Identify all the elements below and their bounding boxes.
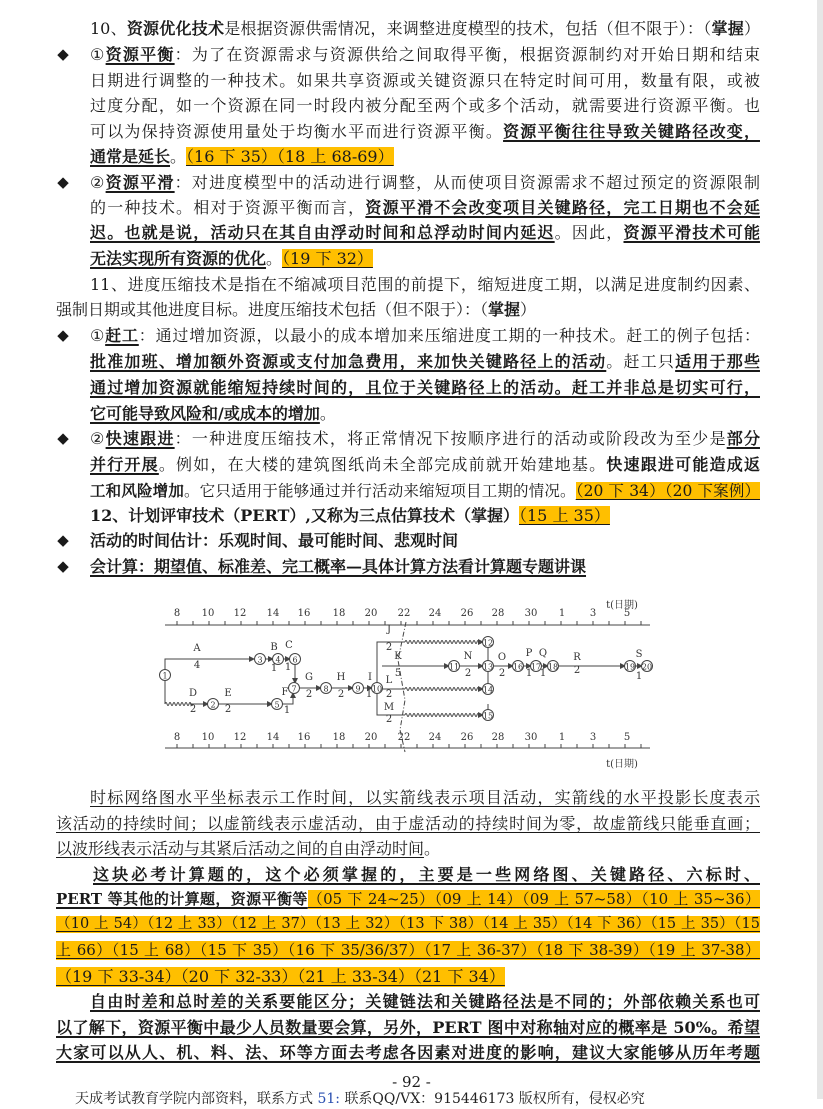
activity-J-name: J: [386, 624, 392, 635]
activity-N-name: N: [463, 651, 473, 662]
activity-D-name: D: [188, 688, 198, 699]
exam-reference-highlight: 上 66）（15 上 68）（15 下 35）（16 下 35/36/37）（17 上 36-37）（18 下 38-39）（19 上 37-38）: [56, 940, 760, 959]
line-content: [56, 1043, 760, 1062]
node-10-label: 10: [371, 684, 383, 694]
line-content: [90, 788, 760, 807]
node-13-label: 13: [482, 662, 494, 672]
text-line: [90, 785, 760, 810]
diamond-bullet-icon: ◆: [57, 428, 69, 447]
activity-A-name: A: [193, 643, 201, 654]
line-content: [90, 19, 760, 38]
text-segment: 通常是延长: [90, 146, 171, 166]
page-number: - 92 -: [392, 1073, 431, 1091]
activity-O-duration: 2: [498, 668, 506, 679]
text-line: [90, 452, 760, 477]
activity-P-duration: 1: [525, 668, 533, 679]
text-segment: PERT 等其他的计算题，资源平衡等: [56, 889, 308, 908]
activity-E-duration: 2: [224, 704, 232, 715]
line-content: [90, 352, 760, 371]
line-content: [90, 45, 760, 64]
exam-reference-highlight: （20 下 34）（20 下案例）: [575, 481, 760, 500]
text-line: [56, 1040, 760, 1065]
node-18-label: 18: [547, 662, 559, 672]
axis-tick-label: 12: [233, 608, 247, 619]
activity-I-name: I: [368, 672, 372, 683]
text-line: [90, 349, 760, 374]
exam-reference-highlight: （15 上 35）: [519, 505, 610, 525]
line-content: [90, 122, 760, 141]
activity-M-duration: 2: [385, 714, 393, 725]
line-content: [90, 531, 458, 550]
text-segment: 工和风险增加: [90, 480, 185, 500]
text-line: [90, 323, 760, 348]
line-content: [56, 916, 760, 933]
axis-tick-label: 12: [233, 732, 247, 743]
text-segment: 快速跟进: [105, 428, 175, 448]
line-content: [56, 967, 505, 987]
line-content: [90, 173, 760, 192]
activity-F-name: F: [281, 687, 289, 698]
node-2-label: 2: [210, 700, 216, 710]
text-line: [90, 42, 760, 67]
node-8-label: 8: [323, 684, 329, 694]
text-segment: ：对进度模型中的活动进行调整，从而使项目资源需求不超过预定的资源限制: [174, 172, 760, 192]
footer-right: 联系QQ/VX：915446173 版权所有，侵权必究: [344, 1091, 645, 1107]
activity-G-duration: 2: [305, 689, 313, 700]
axis-tick-label: 18: [332, 732, 346, 743]
text-segment: 活动的时间估计：乐观时间、最可能时间、悲观时间: [90, 530, 459, 550]
axis-tick-label: 28: [491, 608, 505, 619]
node-14-label: 14: [482, 685, 494, 695]
text-line: [90, 554, 760, 579]
diamond-bullet-icon: ◆: [57, 172, 69, 191]
line-content: [90, 992, 760, 1011]
node-6-label: 6: [292, 655, 298, 665]
scrollbar[interactable]: [817, 0, 823, 1099]
activity-F-duration: 1: [283, 705, 291, 716]
node-20-label: 20: [641, 662, 653, 672]
line-content: [56, 814, 760, 833]
line-content: [56, 1018, 760, 1037]
axis-tick-label: 5: [623, 732, 631, 743]
activity-S-name: S: [635, 649, 643, 660]
diamond-bullet-icon: ◆: [57, 530, 69, 549]
axis-tick-label: 3: [589, 732, 597, 743]
text-segment: ①: [90, 44, 106, 64]
text-segment: 。: [424, 838, 441, 858]
exam-reference-highlight: （19 下 33-34）（20 下 32-33）（21 上 33-34）（21 下 34）: [56, 966, 505, 986]
axis-tick-label: 26: [460, 608, 474, 619]
axis-tick-label: 16: [297, 608, 311, 619]
axis-tick-label: 26: [460, 732, 474, 743]
text-segment: 日期进行调整的一种技术。如果共享资源或关键资源只在特定时间可用，数量有限，或被: [90, 70, 760, 90]
text-segment: ②: [90, 428, 106, 448]
line-content: [90, 557, 586, 576]
float-wave: [405, 688, 481, 691]
node-7-label: 7: [291, 684, 297, 694]
axis-tick-label: 3: [589, 608, 597, 619]
text-line: [90, 68, 760, 93]
axis-tick-label: 22: [397, 732, 411, 743]
text-segment: 迟。也就是说，活动只在其自由浮动时间和总浮动时间内延迟: [90, 222, 555, 242]
footer-contact: 51:: [317, 1091, 340, 1107]
text-line: [90, 195, 760, 220]
axis-tick-label: 10: [201, 608, 215, 619]
activity-C-name: C: [285, 640, 293, 651]
text-segment: 。例如，在大楼的建筑图纸尚未全部完成前就开始建地基。: [158, 454, 607, 474]
text-line: [56, 964, 760, 989]
axis-tick-label: 14: [266, 732, 280, 743]
text-line: [90, 478, 760, 503]
axis-tick-label: 16: [297, 732, 311, 743]
line-content: [90, 275, 760, 294]
text-line: [90, 401, 760, 426]
exam-reference-highlight: （19 下 32）: [282, 248, 373, 268]
activity-R-name: R: [573, 652, 581, 663]
node-1-label: 1: [162, 671, 168, 681]
text-segment: 部分: [726, 428, 760, 448]
text-line: [90, 426, 760, 451]
text-line: [56, 1015, 760, 1040]
line-content: [90, 249, 373, 268]
activity-A-arrow: [165, 659, 254, 670]
exam-reference-highlight: （05 下 24~25）（09 上 14）（09 上 57~58）（10 上 35~36）: [307, 889, 760, 908]
line-content: [56, 839, 440, 858]
activity-E-name: E: [224, 688, 232, 699]
node-3-label: 3: [257, 655, 263, 665]
activity-K-name: K: [394, 651, 402, 662]
node-4-label: 4: [275, 655, 281, 665]
node-12-label: 12: [482, 638, 494, 648]
text-segment: 无法实现所有资源的优化: [90, 248, 267, 268]
text-segment: 这块必考计算题的，这个必须掌握的，主要是一些网络图、关键路径、六标时、: [93, 864, 760, 884]
line-content: [90, 198, 760, 217]
text-line: [90, 989, 760, 1014]
activity-B-name: B: [270, 642, 278, 653]
line-content: [90, 71, 760, 90]
axis-tick-label: 5: [623, 608, 631, 619]
text-segment: 11、进度压缩技术是指在不缩减项目范围的前提下，缩短进度工期，以满足进度制约因素、: [90, 274, 760, 294]
text-segment: 该活动的持续时间；以虚箭线表示虚活动，由于虚活动的持续时间为零，故虚箭线只能垂直画；: [56, 813, 760, 833]
axis-tick-label: 1: [558, 732, 566, 743]
activity-L-duration: 2: [385, 689, 393, 700]
line-content: [56, 941, 760, 960]
activity-H-duration: 2: [337, 689, 345, 700]
text-line: [90, 220, 760, 245]
text-line: [56, 297, 760, 322]
line-content: [90, 147, 394, 166]
text-segment: 以了解下，资源平衡中最少人员数量要会算，另外，PERT 图中对称轴对应的概率是 50%。希望: [56, 1017, 760, 1037]
text-line: [93, 862, 760, 887]
text-segment: 通过增加资源就能缩短持续时间的，且位于关键路径上的活动。赶工并非总是切实可行，: [90, 377, 760, 397]
exam-reference-highlight: （10 上 54）（12 上 33）（12 上 37）（13 上 32）（13 下 38）（14 上 35）（14 下 36）（15 上 35）（15: [56, 915, 760, 932]
text-segment: 的一种技术。相对于资源平衡而言，: [90, 197, 366, 217]
text-line: [56, 887, 760, 912]
text-segment: 会计算：期望值、标准差、完工概率—具体计算方法看计算题专题讲课: [90, 556, 587, 576]
line-content: [90, 506, 610, 525]
activity-Q-duration: 1: [539, 668, 547, 679]
activity-J-duration: 2: [385, 642, 393, 653]
line-content: [56, 890, 760, 908]
text-segment: 资源优化技术: [126, 18, 225, 38]
text-segment: ：为了在资源需求与资源供给之间取得平衡，根据资源制约对开始日期和结束: [174, 44, 760, 64]
activity-K-duration: 5: [394, 668, 402, 679]
axis-tick-label: 22: [397, 608, 411, 619]
text-line: [56, 938, 760, 963]
text-segment: 时标网络图水平坐标表示工作时间，以实箭线表示项目活动，实箭线的水平投影长度表示: [90, 787, 760, 807]
line-content: [90, 429, 760, 448]
line-content: [90, 455, 760, 474]
text-segment: 大家可以从人、机、料、法、环等方面去考虑各因素对进度的影响，建议大家能够从历年考题: [56, 1042, 760, 1062]
line-content: [93, 865, 760, 884]
activity-A-duration: 4: [193, 660, 201, 671]
text-segment: 它可能导致风险和/或成本的增加: [90, 403, 320, 423]
text-segment: 以波形线表示活动与其紧后活动之间的自由浮动时间: [56, 838, 425, 858]
activity-N-duration: 2: [464, 668, 472, 679]
text-segment: 资源平滑技术可能: [623, 222, 760, 242]
axis-tick-label: 1: [558, 608, 566, 619]
text-segment: 资源平衡往往导致关键路径改变，: [503, 121, 760, 141]
text-segment: 。: [266, 248, 283, 268]
text-line: [56, 912, 760, 937]
axis-tick-label: 24: [428, 732, 442, 743]
activity-O-name: O: [497, 652, 507, 663]
activity-L-name: L: [385, 675, 393, 686]
activity-S-duration: 1: [635, 671, 643, 682]
text-segment: 是根据资源供需情况，来调整进度模型的技术，包括（但不限于）：（: [224, 18, 712, 38]
text-line: [90, 144, 760, 169]
text-segment: 过度分配，如一个资源在同一时段内被分配至两个或多个活动，就需要进行资源平衡。也: [90, 95, 760, 115]
text-segment: 批准加班、增加额外资源或支付加急费用，来加快关键路径上的活动: [90, 351, 607, 371]
line-content: [90, 223, 760, 242]
axis-tick-label: 14: [266, 608, 280, 619]
line-content: [90, 378, 760, 397]
axis-tick-label: 20: [364, 732, 378, 743]
time-scaled-network-diagram: [150, 595, 653, 775]
text-line: [56, 811, 760, 836]
text-segment: 强制日期或其他进度目标。进度压缩技术包括（但不限于）：（: [56, 299, 489, 319]
diamond-bullet-icon: ◆: [57, 556, 69, 575]
activity-Q-name: Q: [538, 648, 548, 659]
text-line: [56, 836, 760, 861]
activity-D-duration: 2: [189, 704, 197, 715]
axis-tick-label: 30: [524, 732, 538, 743]
text-segment: 。赶工只: [606, 351, 676, 371]
text-segment: 自由时差和总时差的关系要能区分；关键链法和关键路径法是不同的；外部依赖关系也可: [90, 991, 760, 1011]
line-content: [90, 482, 760, 500]
float-wave: [405, 641, 481, 644]
activity-C-duration: 1: [284, 662, 292, 673]
float-wave: [405, 714, 481, 717]
text-segment: 资源平滑不会改变项目关键路径，完工日期也不会延: [365, 197, 760, 217]
activity-I-duration: 1: [365, 689, 373, 700]
text-segment: 赶工: [105, 325, 139, 345]
text-segment: 并行开展: [90, 454, 159, 474]
axis-tick-label: 10: [201, 732, 215, 743]
axis-tick-label: 28: [491, 732, 505, 743]
text-segment: 。: [319, 403, 336, 423]
text-segment: ①: [90, 325, 106, 345]
text-line: [90, 503, 760, 528]
node-17-label: 17: [530, 662, 542, 672]
text-segment: 。: [170, 146, 187, 166]
axis-tick-label: 8: [173, 732, 181, 743]
activity-B-duration: 1: [270, 663, 278, 674]
text-segment: 资源平滑: [105, 172, 175, 192]
activity-H-name: H: [336, 672, 346, 683]
line-content: [90, 404, 336, 423]
text-line: [90, 16, 760, 41]
line-content: [90, 96, 760, 115]
footer-left: 天成考试教育学院内部资料，联系方式: [75, 1091, 313, 1107]
text-line: [90, 93, 760, 118]
axis-tick-label: 30: [524, 608, 538, 619]
axis-tick-label: 20: [364, 608, 378, 619]
axis-label-bottom: t(日期): [606, 759, 638, 770]
node-16-label: 16: [512, 662, 524, 672]
text-segment: ：一种进度压缩技术，将正常情况下按顺序进行的活动或阶段改为至少是: [174, 428, 727, 448]
activity-R-duration: 2: [573, 665, 581, 676]
axis-tick-label: 24: [428, 608, 442, 619]
activity-M-name: M: [383, 702, 395, 713]
text-line: [90, 246, 760, 271]
text-line: [90, 170, 760, 195]
axis-tick-label: 8: [173, 608, 181, 619]
node-15-label: 15: [482, 711, 494, 721]
axis-tick-label: 18: [332, 608, 346, 619]
node-9-label: 9: [355, 684, 361, 694]
text-segment: 可以为保持资源使用量处于均衡水平而进行资源平衡。: [90, 121, 504, 141]
text-line: [90, 528, 760, 553]
text-segment: 。它只适用于能够通过并行活动来缩短项目工期的情况。: [184, 481, 576, 500]
text-segment: 12、计划评审技术（PERT）,又称为三点估算技术（掌握）: [90, 505, 519, 525]
text-line: [90, 375, 760, 400]
text-segment: 10、: [90, 18, 127, 38]
node-11-label: 11: [448, 662, 460, 672]
axis-label-top: t(日期): [606, 600, 638, 611]
text-segment: ）: [520, 299, 537, 319]
line-content: [90, 326, 760, 345]
text-line: [90, 119, 760, 144]
footer: [75, 1089, 645, 1107]
text-segment: 掌握: [711, 18, 744, 38]
text-segment: ②: [90, 172, 106, 192]
text-segment: 资源平衡: [105, 44, 175, 64]
text-segment: 适用于那些: [675, 351, 760, 371]
float-wave: [165, 703, 193, 706]
text-segment: 。因此，: [554, 222, 624, 242]
diamond-bullet-icon: ◆: [57, 44, 69, 63]
exam-reference-highlight: （16 下 35）（18 上 68-69）: [186, 146, 394, 166]
text-line: [90, 272, 760, 297]
diamond-bullet-icon: ◆: [57, 325, 69, 344]
text-segment: ）: [743, 18, 760, 38]
activity-P-name: P: [525, 648, 533, 659]
text-segment: 掌握: [488, 299, 521, 319]
activity-G-name: G: [305, 672, 313, 683]
node-5-label: 5: [274, 700, 280, 710]
text-segment: ：通过增加资源，以最小的成本增加来压缩进度工期的一种技术。赶工的例子包括：: [138, 325, 760, 345]
line-content: [56, 300, 536, 319]
text-segment: 快速跟进可能造成返: [606, 454, 760, 474]
node-19-label: 19: [624, 662, 636, 672]
